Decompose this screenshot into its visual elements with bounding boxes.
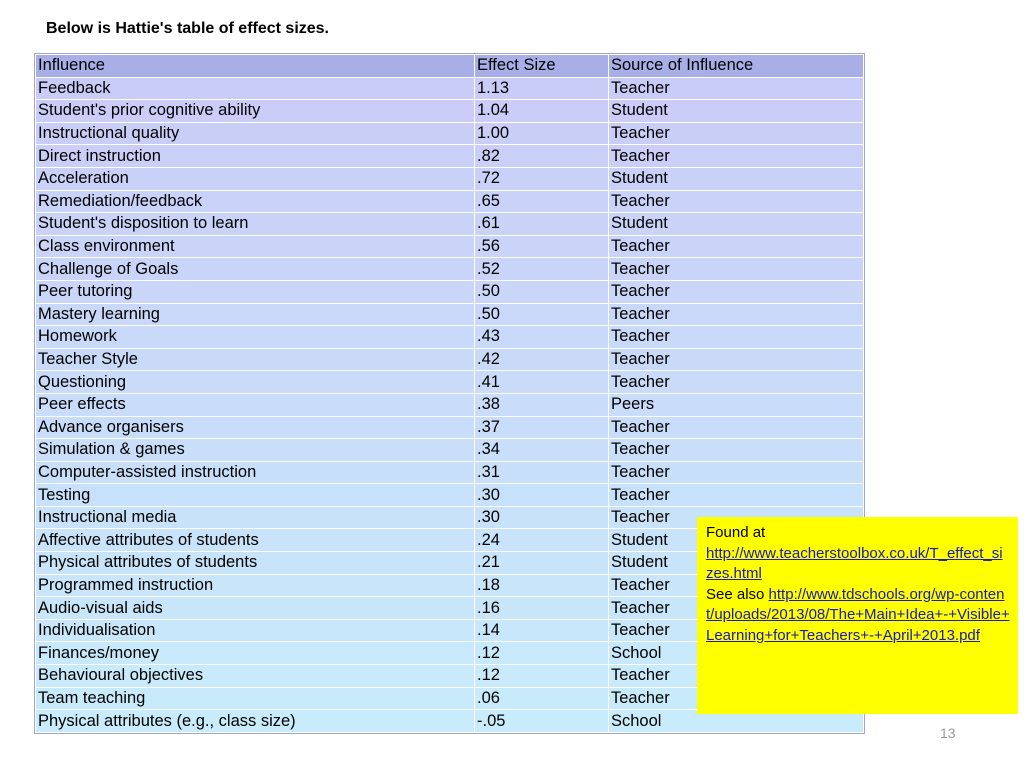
influence-cell[interactable]: Feedback: [36, 78, 474, 100]
header-influence: Influence: [36, 55, 474, 77]
source-cell: Teacher: [609, 78, 863, 100]
source-cell: Student: [609, 100, 863, 122]
effect-size-cell: .56: [475, 236, 608, 258]
influence-cell[interactable]: Challenge of Goals: [36, 258, 474, 280]
source-cell: School: [609, 642, 863, 664]
influence-cell[interactable]: Instructional quality: [36, 123, 474, 145]
effect-size-cell: .30: [475, 484, 608, 506]
source-cell: Teacher: [609, 349, 863, 371]
influence-cell: Teacher Style: [36, 349, 474, 371]
source-cell: Teacher: [609, 575, 863, 597]
influence-cell: Physical attributes (e.g., class size): [36, 710, 474, 732]
source-cell: Teacher: [609, 439, 863, 461]
influence-cell: Team teaching: [36, 688, 474, 710]
found-at-label: Found at: [706, 524, 766, 541]
table-row: [36, 281, 863, 303]
source-cell: Teacher: [609, 258, 863, 280]
table-row: [36, 168, 863, 190]
see-also-label: See also: [706, 585, 765, 603]
influence-cell: Homework: [36, 326, 474, 348]
source-note: [697, 517, 1018, 714]
source-cell: Student: [609, 529, 863, 551]
page-number: 13: [940, 725, 956, 741]
table-row: [36, 304, 863, 326]
table-row: [36, 123, 863, 145]
source-cell: Teacher: [609, 123, 863, 145]
effect-size-cell: .41: [475, 371, 608, 393]
influence-cell[interactable]: Student's prior cognitive ability: [36, 100, 474, 122]
source-cell: Teacher: [609, 484, 863, 506]
influence-cell[interactable]: Affective attributes of students: [36, 529, 474, 551]
source-cell: Peers: [609, 394, 863, 416]
influence-cell[interactable]: Direct instruction: [36, 145, 474, 167]
effect-size-cell: .12: [475, 642, 608, 664]
effect-size-cell: 1.13: [475, 78, 608, 100]
effect-size-cell: .52: [475, 258, 608, 280]
source-cell: School: [609, 710, 863, 732]
source-cell: Teacher: [609, 417, 863, 439]
effect-size-cell: .34: [475, 439, 608, 461]
effect-size-cell: .43: [475, 326, 608, 348]
effect-size-cell: .31: [475, 462, 608, 484]
source-cell: Teacher: [609, 507, 863, 529]
table-row: [36, 439, 863, 461]
table-row: [36, 78, 863, 100]
effect-size-cell: .37: [475, 417, 608, 439]
source-cell: Teacher: [609, 371, 863, 393]
found-at-link[interactable]: http://www.teacherstoolbox.co.uk/T_effect_sizes.html: [706, 544, 1003, 582]
source-cell: Teacher: [609, 191, 863, 213]
effect-size-cell: .16: [475, 597, 608, 619]
table-row: [36, 236, 863, 258]
source-cell: Teacher: [609, 620, 863, 642]
influence-cell: Physical attributes of students: [36, 552, 474, 574]
effect-size-cell: .50: [475, 304, 608, 326]
effect-size-cell: .65: [475, 191, 608, 213]
source-cell: Teacher: [609, 665, 863, 687]
influence-cell: Peer effects: [36, 394, 474, 416]
effect-size-cell: .12: [475, 665, 608, 687]
table-row: [36, 484, 863, 506]
influence-cell[interactable]: Mastery learning: [36, 304, 474, 326]
effect-size-cell: .24: [475, 529, 608, 551]
table-row: [36, 191, 863, 213]
influence-cell[interactable]: Advance organisers: [36, 417, 474, 439]
influence-cell[interactable]: Behavioural objectives: [36, 665, 474, 687]
source-cell: Teacher: [609, 462, 863, 484]
slide-title: Below is Hattie's table of effect sizes.: [46, 20, 329, 37]
table-row: [36, 100, 863, 122]
source-cell: Student: [609, 213, 863, 235]
table-row: [36, 145, 863, 167]
source-cell: Teacher: [609, 688, 863, 710]
effect-size-cell: .30: [475, 507, 608, 529]
effect-size-cell: .14: [475, 620, 608, 642]
influence-cell[interactable]: Computer-assisted instruction: [36, 462, 474, 484]
effect-size-cell: .42: [475, 349, 608, 371]
influence-cell[interactable]: Remediation/feedback: [36, 191, 474, 213]
influence-cell[interactable]: Individualisation: [36, 620, 474, 642]
influence-cell: Simulation & games: [36, 439, 474, 461]
effect-size-cell: -.05: [475, 710, 608, 732]
effect-size-cell: 1.04: [475, 100, 608, 122]
influence-cell: Audio-visual aids: [36, 597, 474, 619]
influence-cell[interactable]: Instructional media: [36, 507, 474, 529]
influence-cell[interactable]: Peer tutoring: [36, 281, 474, 303]
effect-size-cell: .72: [475, 168, 608, 190]
source-cell: Teacher: [609, 236, 863, 258]
see-also-link[interactable]: http://www.tdschools.org/wp-content/uploads/2013/08/The+Main+Idea+-+Visible+Learning+for+Teachers+-+April+2013.pdf: [706, 585, 1010, 644]
influence-cell[interactable]: Testing: [36, 484, 474, 506]
effect-size-cell: .21: [475, 552, 608, 574]
table-row: [36, 349, 863, 371]
effect-size-cell: .18: [475, 575, 608, 597]
effect-size-cell: 1.00: [475, 123, 608, 145]
header-effect-size: Effect Size: [475, 55, 608, 77]
effect-size-cell: .50: [475, 281, 608, 303]
effect-size-cell: .38: [475, 394, 608, 416]
influence-cell[interactable]: Acceleration: [36, 168, 474, 190]
influence-cell[interactable]: Student's disposition to learn: [36, 213, 474, 235]
source-cell: Teacher: [609, 597, 863, 619]
source-cell: Teacher: [609, 304, 863, 326]
influence-cell: Class environment: [36, 236, 474, 258]
source-cell: Teacher: [609, 145, 863, 167]
table-row: [36, 417, 863, 439]
source-cell: Teacher: [609, 326, 863, 348]
table-header-row: [36, 55, 863, 77]
table-row: [36, 462, 863, 484]
influence-cell[interactable]: Programmed instruction: [36, 575, 474, 597]
effect-size-cell: .82: [475, 145, 608, 167]
table-row: [36, 213, 863, 235]
source-cell: Teacher: [609, 281, 863, 303]
header-source: Source of Influence: [609, 55, 863, 77]
table-row: [36, 258, 863, 280]
influence-cell: Finances/money: [36, 642, 474, 664]
table-row: [36, 394, 863, 416]
source-cell: Student: [609, 168, 863, 190]
source-cell: Student: [609, 552, 863, 574]
table-row: [36, 371, 863, 393]
table-row: [36, 326, 863, 348]
effect-size-cell: .06: [475, 688, 608, 710]
effect-size-cell: .61: [475, 213, 608, 235]
influence-cell[interactable]: Questioning: [36, 371, 474, 393]
